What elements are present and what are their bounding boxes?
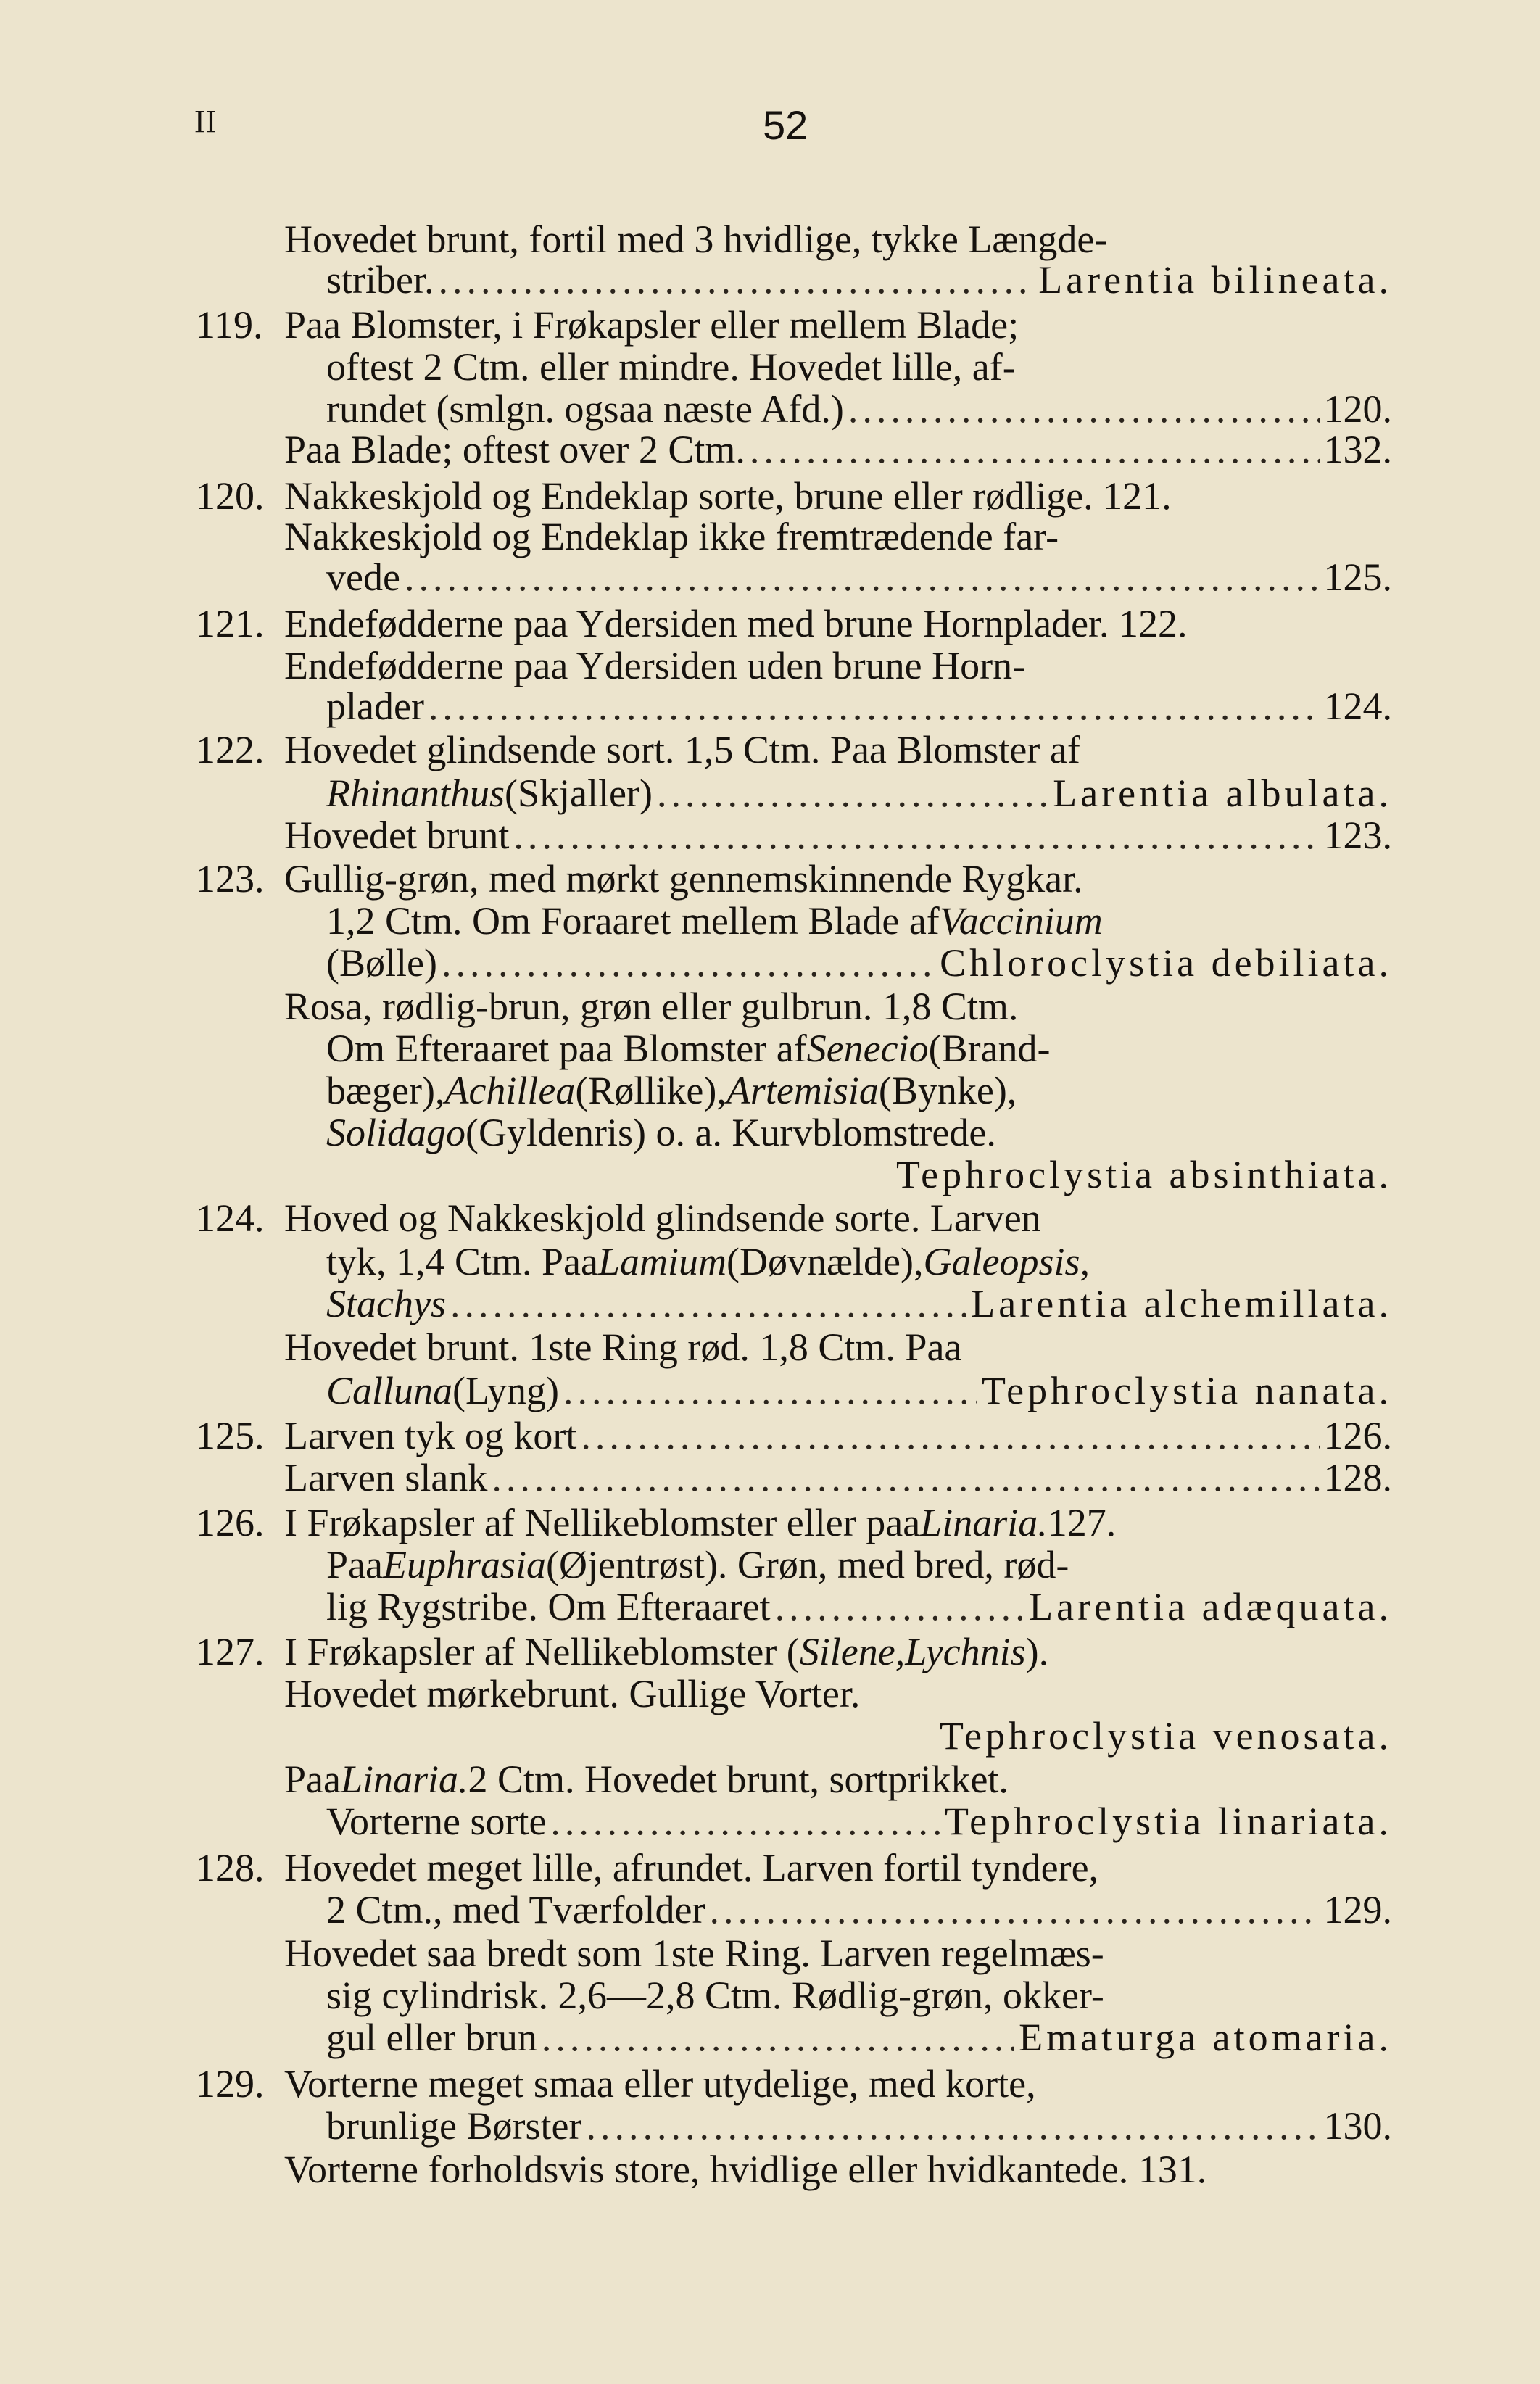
key-line	[0, 1111, 1540, 1154]
couplet-number: 125.	[196, 1414, 265, 1457]
line-text	[284, 303, 1019, 347]
couplet-number: 122.	[196, 728, 265, 771]
key-line	[0, 474, 1540, 518]
line-text	[284, 814, 1392, 857]
line-prefix: Vorterne forholdsvis store, hvidlige eller hvidkantede. 131.	[284, 2148, 1207, 2191]
section-number: II	[194, 104, 218, 139]
line-prefix: Nakkeskjold og Endeklap ikke fremtrædende far-	[284, 515, 1059, 558]
line-text	[284, 428, 1392, 471]
leader-dots	[550, 1800, 940, 1843]
line-prefix: Paa Blomster, i Frøkapsler eller mellem Blade;	[284, 303, 1019, 347]
key-line	[0, 2104, 1540, 2148]
line-text	[326, 2104, 1392, 2148]
key-line	[0, 602, 1540, 645]
leader-dots	[586, 2104, 1319, 2148]
key-line	[0, 1888, 1540, 1932]
line-prefix: Vorterne meget smaa eller utydelige, med korte,	[284, 2062, 1036, 2106]
line-prefix: (Bølle)	[326, 941, 437, 985]
line-prefix: I Frøkapsler af Nellikeblomster eller paa	[284, 1501, 921, 1544]
line-prefix: 2 Ctm., med Tværfolder	[326, 1888, 705, 1932]
line-text	[284, 857, 1083, 901]
key-line	[0, 2148, 1540, 2191]
key-line	[0, 2016, 1540, 2059]
line-text	[284, 985, 1018, 1028]
line-text	[284, 1932, 1104, 1975]
key-line	[0, 1846, 1540, 1890]
key-line	[0, 1196, 1540, 1240]
taxon-name: Silene,	[799, 1630, 906, 1673]
leader-dots	[563, 1369, 977, 1412]
key-reference: 123.	[1323, 814, 1392, 857]
key-reference: 120.	[1323, 387, 1392, 431]
species-name: Tephroclystia venosata.	[939, 1714, 1392, 1758]
line-text	[326, 1585, 1392, 1628]
leader-dots	[513, 814, 1319, 857]
couplet-number: 127.	[196, 1630, 265, 1673]
line-prefix: Hovedet mørkebrunt. Gullige Vorter.	[284, 1672, 861, 1715]
key-reference: 129.	[1323, 1888, 1392, 1932]
key-reference: 130.	[1323, 2104, 1392, 2148]
line-suffix: (Røllike),	[575, 1069, 726, 1112]
line-prefix: gul eller brun	[326, 2016, 537, 2059]
line-text	[284, 1846, 1098, 1890]
taxon-name: Linaria.	[340, 1758, 468, 1801]
line-prefix: oftest 2 Ctm. eller mindre. Hovedet lille, af-	[326, 345, 1016, 389]
line-suffix: 2 Ctm. Hovedet brunt, sortprikket.	[468, 1758, 1009, 1801]
leader-dots	[709, 1888, 1319, 1932]
key-line	[0, 1456, 1540, 1499]
key-line	[0, 684, 1540, 728]
line-text	[284, 218, 1107, 261]
line-text	[284, 1630, 1048, 1673]
line-prefix: Rosa, rødlig-brun, grøn eller gulbrun. 1,8 Ctm.	[284, 985, 1019, 1028]
line-prefix: Nakkeskjold og Endeklap sorte, brune eller rødlige. 121.	[284, 474, 1172, 518]
leader-dots	[542, 2016, 1014, 2059]
line-prefix: Hoved og Nakkeskjold glindsende sorte. Larven	[284, 1196, 1041, 1240]
key-reference: 132.	[1323, 428, 1392, 471]
key-line	[0, 1630, 1540, 1673]
key-line	[0, 1282, 1540, 1325]
couplet-number: 129.	[196, 2062, 265, 2106]
key-line	[0, 644, 1540, 687]
taxon-name: Solidago	[326, 1111, 466, 1154]
line-prefix: vede	[326, 555, 400, 599]
leader-dots	[750, 428, 1320, 471]
taxon-name: Vaccinium	[939, 899, 1103, 943]
couplet-number: 120.	[196, 474, 265, 518]
line-prefix: brunlige Børster	[326, 2104, 582, 2148]
line-prefix: Larven slank	[284, 1456, 488, 1499]
line-text	[326, 1369, 1392, 1412]
key-line	[0, 1758, 1540, 1801]
key-line	[0, 1800, 1540, 1843]
line-suffix: (Bynke),	[878, 1069, 1017, 1112]
taxon-name: Calluna	[326, 1369, 453, 1412]
line-text	[326, 684, 1392, 728]
taxon-name: Achillea	[444, 1069, 576, 1112]
key-reference: Ematurga atomaria.	[1019, 2016, 1392, 2059]
key-line	[0, 387, 1540, 431]
line-prefix: Larven tyk og kort	[284, 1414, 577, 1457]
line-text	[326, 1543, 1069, 1586]
line-suffix: (Gyldenris) o. a. Kurvblomstrede.	[465, 1111, 996, 1154]
line-prefix: Vorterne sorte	[326, 1800, 547, 1843]
leader-dots	[657, 771, 1048, 815]
key-line	[0, 1974, 1540, 2017]
couplet-number: 123.	[196, 857, 265, 901]
key-line	[0, 515, 1540, 558]
line-prefix: lig Rygstribe. Om Efteraaret	[326, 1585, 771, 1628]
leader-dots	[450, 1282, 966, 1325]
line-text	[326, 1240, 1090, 1283]
key-reference: 124.	[1323, 684, 1392, 728]
line-text	[284, 1456, 1392, 1499]
key-line	[0, 1069, 1540, 1112]
line-prefix: rundet (smlgn. ogsaa næste Afd.)	[326, 387, 844, 431]
line-text	[284, 1672, 860, 1715]
line-text	[326, 387, 1392, 431]
line-text	[326, 941, 1392, 985]
line-text	[326, 1974, 1104, 2017]
line-text	[326, 1888, 1392, 1932]
leader-dots	[405, 555, 1320, 599]
key-line	[0, 1414, 1540, 1457]
species-name: Tephroclystia absinthiata.	[895, 1153, 1392, 1196]
line-text	[284, 1196, 1041, 1240]
key-line	[0, 1932, 1540, 1975]
line-text	[284, 644, 1025, 687]
key-line	[0, 1501, 1540, 1544]
key-line	[0, 814, 1540, 857]
key-line	[0, 1714, 1540, 1758]
line-prefix: striber.	[326, 258, 434, 302]
key-line	[0, 428, 1540, 471]
line-prefix: Om Efteraaret paa Blomster af	[326, 1027, 807, 1070]
line-prefix: Paa	[326, 1543, 383, 1586]
line-text	[284, 474, 1172, 518]
leader-dots	[492, 1456, 1319, 1499]
line-prefix: 1,2 Ctm. Om Foraaret mellem Blade af	[326, 899, 940, 943]
leader-dots	[442, 941, 935, 985]
line-text	[326, 555, 1392, 599]
line-text	[284, 1758, 1009, 1801]
key-line	[0, 857, 1540, 901]
key-line	[0, 1672, 1540, 1715]
line-text	[284, 515, 1059, 558]
key-line	[0, 2062, 1540, 2106]
line-text	[326, 1800, 1392, 1843]
line-suffix: (Skjaller)	[505, 771, 653, 815]
key-line	[0, 1027, 1540, 1070]
taxon-name: Linaria.	[920, 1501, 1048, 1544]
couplet-number: 126.	[196, 1501, 265, 1544]
line-text	[284, 602, 1188, 645]
line-text	[326, 258, 1392, 302]
line-prefix: tyk, 1,4 Ctm. Paa	[326, 1240, 598, 1283]
key-reference: Chloroclystia debiliata.	[940, 941, 1392, 985]
line-suffix: (Døvnælde),	[726, 1240, 924, 1283]
couplet-number: 119.	[196, 303, 263, 347]
key-line	[0, 771, 1540, 815]
couplet-number: 124.	[196, 1196, 265, 1240]
key-reference: Larentia albulata.	[1053, 771, 1392, 815]
line-prefix: Hovedet glindsende sort. 1,5 Ctm. Paa Blomster af	[284, 728, 1080, 771]
line-text	[326, 345, 1016, 389]
line-suffix: (Lyng)	[452, 1369, 560, 1412]
key-line	[0, 258, 1540, 302]
key-line	[0, 941, 1540, 985]
key-line	[0, 303, 1540, 347]
key-reference: Larentia alchemillata.	[971, 1282, 1392, 1325]
leader-dots	[429, 684, 1320, 728]
line-text	[326, 1282, 1392, 1325]
key-reference: 128.	[1323, 1456, 1392, 1499]
key-line	[0, 1369, 1540, 1412]
line-text	[326, 1069, 1017, 1112]
key-line	[0, 1543, 1540, 1586]
key-line	[0, 1325, 1540, 1369]
line-suffix: (Øjentrøst). Grøn, med bred, rød-	[546, 1543, 1069, 1586]
taxon-name: Senecio	[806, 1027, 929, 1070]
line-prefix: bæger),	[326, 1069, 445, 1112]
line-prefix: Hovedet saa bredt som 1ste Ring. Larven regelmæs-	[284, 1932, 1104, 1975]
key-line	[0, 218, 1540, 261]
taxon-name: Lychnis	[905, 1630, 1026, 1673]
line-text	[284, 2062, 1036, 2106]
key-reference: Larentia adæquata.	[1029, 1585, 1392, 1628]
line-suffix: 127.	[1047, 1501, 1117, 1544]
key-reference: Tephroclystia nanata.	[981, 1369, 1392, 1412]
key-reference: Tephroclystia linariata.	[944, 1800, 1392, 1843]
line-prefix: plader	[326, 684, 424, 728]
line-prefix: Paa Blade; oftest over 2 Ctm.	[284, 428, 745, 471]
line-suffix: (Brand-	[928, 1027, 1051, 1070]
line-prefix: Gullig-grøn, med mørkt gennemskinnende Rygkar.	[284, 857, 1083, 901]
leader-dots	[775, 1585, 1025, 1628]
couplet-number: 128.	[196, 1846, 265, 1890]
key-reference: 125.	[1323, 555, 1392, 599]
line-prefix: Hovedet brunt	[284, 814, 510, 857]
line-text	[284, 1325, 961, 1369]
key-line	[0, 728, 1540, 771]
line-prefix: Hovedet brunt, fortil med 3 hvidlige, tykke Længde-	[284, 218, 1108, 261]
line-text	[326, 899, 1103, 943]
line-text	[284, 728, 1080, 771]
line-prefix: sig cylindrisk. 2,6—2,8 Ctm. Rødlig-grøn, okker-	[326, 1974, 1104, 2017]
taxon-name: Euphrasia	[382, 1543, 546, 1586]
line-prefix: Paa	[284, 1758, 341, 1801]
line-text	[326, 1027, 1051, 1070]
key-line	[0, 555, 1540, 599]
line-prefix: Hovedet meget lille, afrundet. Larven fortil tyndere,	[284, 1846, 1099, 1890]
key-line	[0, 345, 1540, 389]
line-text	[284, 1501, 1116, 1544]
key-line	[0, 1240, 1540, 1283]
key-line	[0, 985, 1540, 1028]
key-line	[0, 1585, 1540, 1628]
taxon-name: Artemisia	[726, 1069, 879, 1112]
line-text	[326, 771, 1392, 815]
couplet-number: 121.	[196, 602, 265, 645]
leader-dots	[848, 387, 1320, 431]
line-prefix: I Frøkapsler af Nellikeblomster (	[284, 1630, 800, 1673]
key-line	[0, 899, 1540, 943]
key-reference: Larentia bilineata.	[1038, 258, 1392, 302]
line-text	[284, 2148, 1206, 2191]
line-text	[284, 1414, 1392, 1457]
leader-dots	[438, 258, 1034, 302]
taxon-name: Rhinanthus	[326, 771, 505, 815]
leader-dots	[581, 1414, 1319, 1457]
line-text	[326, 1111, 996, 1154]
key-line	[0, 1153, 1540, 1196]
taxon-name: Galeopsis,	[923, 1240, 1090, 1283]
taxon-name: Lamium	[598, 1240, 727, 1283]
line-prefix: Hovedet brunt. 1ste Ring rød. 1,8 Ctm. Paa	[284, 1325, 962, 1369]
line-text	[326, 2016, 1392, 2059]
line-prefix: Endefødderne paa Ydersiden uden brune Horn-	[284, 644, 1026, 687]
line-prefix: Endefødderne paa Ydersiden med brune Hornplader. 122.	[284, 602, 1188, 645]
key-reference: 126.	[1323, 1414, 1392, 1457]
line-suffix: ).	[1025, 1630, 1049, 1673]
taxon-name: Stachys	[326, 1282, 446, 1325]
page-number: 52	[763, 102, 808, 148]
